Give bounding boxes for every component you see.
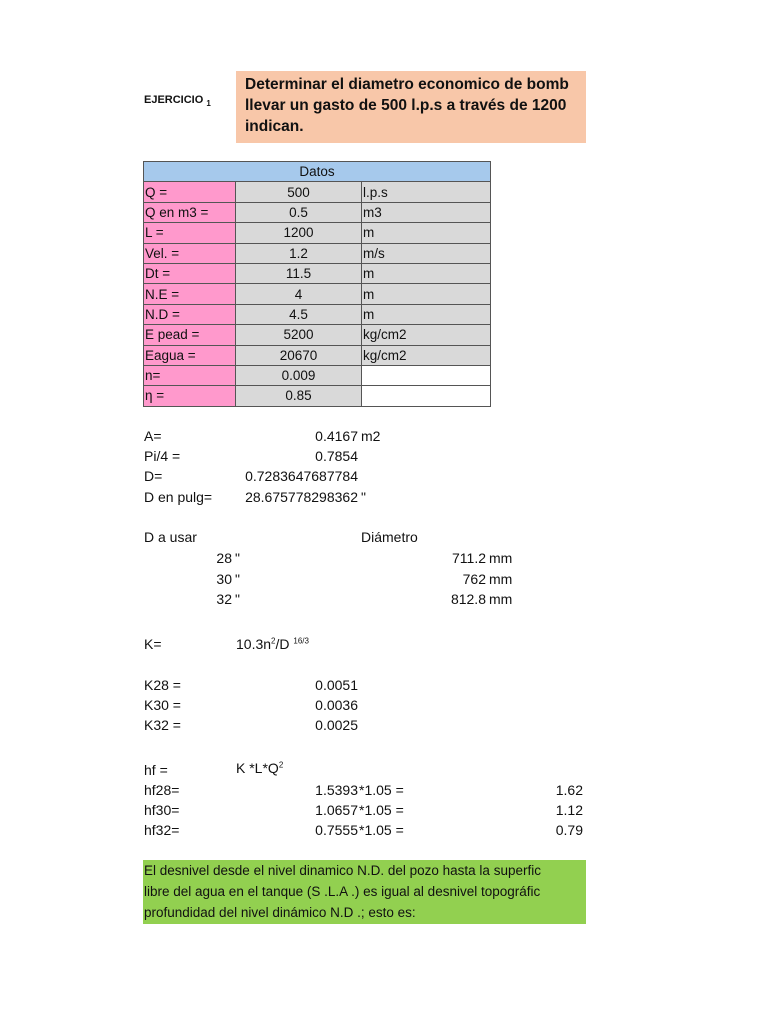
note-line-2: libre del agua en el tanque (S .L.A .) es igual al desnivel topográfic (144, 884, 541, 899)
k30-label: K30 = (144, 697, 181, 713)
k30-value: 0.0036 (315, 697, 358, 713)
hf28-label: hf28= (144, 782, 180, 798)
hf-formula-exp: 2 (278, 760, 284, 770)
datos-label: N.E = (144, 284, 236, 304)
k32-label: K32 = (144, 717, 181, 733)
datos-unit: m (362, 304, 491, 324)
datos-value: 0.85 (236, 386, 362, 406)
table-row (144, 365, 491, 385)
k-formula-mid: /D (275, 636, 294, 652)
datos-unit (362, 386, 491, 406)
datos-label: n= (144, 365, 236, 385)
hf28-value: 1.5393 (315, 782, 358, 798)
d-mm-unit: mm (489, 571, 513, 587)
d-mm-value: 812.8 (450, 591, 486, 607)
d-inch-value: 32 (216, 591, 232, 607)
k-label: K= (144, 636, 162, 652)
k32-value: 0.0025 (315, 717, 358, 733)
datos-label: N.D = (144, 304, 236, 324)
table-row (144, 182, 491, 202)
k28-value: 0.0051 (315, 677, 358, 693)
d-inch-unit: " (235, 571, 240, 587)
datos-value: 20670 (236, 345, 362, 365)
table-row (144, 263, 491, 283)
datos-label: η = (144, 386, 236, 406)
hf30-mult: *1.05 = (359, 802, 404, 818)
table-row (144, 284, 491, 304)
note-line-3: profundidad del nivel dinámico N.D .; esto es: (144, 905, 416, 920)
pi4-value: 0.7854 (315, 448, 358, 464)
k-formula-exp: 2 (271, 636, 276, 646)
k-formula-base: 10.3n (236, 636, 272, 652)
datos-header-row (144, 162, 491, 182)
exercise-number: 1 (206, 99, 211, 109)
diameter-value: 0.7283647687784 (245, 468, 358, 484)
hf32-value: 0.7555 (315, 822, 358, 838)
datos-value: 4.5 (236, 304, 362, 324)
table-row (144, 304, 491, 324)
d-usar-label: D a usar (144, 529, 197, 545)
datos-label: E pead = (144, 325, 236, 345)
diameter-inch-label: D en pulg= (144, 489, 213, 505)
area-unit: m2 (361, 428, 381, 444)
datos-value: 0.5 (236, 202, 362, 222)
hf32-result: 0.79 (555, 822, 583, 838)
note-box (143, 860, 586, 924)
hf28-mult: *1.05 = (359, 782, 404, 798)
problem-statement-line-2: llevar un gasto de 500 l.p.s a través de 1200 (245, 97, 567, 114)
datos-label: Vel. = (144, 243, 236, 263)
d-inch-value: 30 (216, 571, 232, 587)
k-formula (236, 636, 309, 652)
datos-value: 1.2 (236, 243, 362, 263)
datos-label: L = (144, 223, 236, 243)
d-mm-unit: mm (489, 550, 513, 566)
hf-formula (236, 760, 283, 776)
datos-value: 4 (236, 284, 362, 304)
area-label: A= (144, 428, 162, 444)
datos-unit (362, 365, 491, 385)
k28-label: K28 = (144, 677, 181, 693)
problem-statement-line-3: indican. (245, 118, 304, 135)
datos-value: 500 (236, 182, 362, 202)
table-row (144, 202, 491, 222)
datos-value: 11.5 (236, 263, 362, 283)
diameter-label: D= (144, 468, 163, 484)
exercise-label-text: EJERCICIO (144, 94, 204, 106)
datos-label: Dt = (144, 263, 236, 283)
hf32-mult: *1.05 = (359, 822, 404, 838)
datos-value: 5200 (236, 325, 362, 345)
hf30-value: 1.0657 (315, 802, 358, 818)
diametro-header: Diámetro (361, 529, 418, 545)
d-inch-unit: " (235, 591, 240, 607)
table-row (144, 345, 491, 365)
hf-label: hf = (144, 762, 168, 778)
hf30-result: 1.12 (555, 802, 583, 818)
table-row (144, 243, 491, 263)
hf32-label: hf32= (144, 822, 180, 838)
note-line-1: El desnivel desde el nivel dinamico N.D. del pozo hasta la superfic (144, 863, 541, 878)
d-inch-unit: " (235, 550, 240, 566)
diameter-inch-value: 28.675778298362 (245, 489, 358, 505)
datos-unit: m (362, 284, 491, 304)
problem-statement-box (236, 71, 586, 143)
datos-unit: kg/cm2 (362, 345, 491, 365)
hf-formula-base: K *L*Q (236, 760, 279, 776)
datos-unit: kg/cm2 (362, 325, 491, 345)
table-row (144, 386, 491, 406)
k-formula-exp2: 16/3 (293, 636, 309, 646)
d-mm-unit: mm (489, 591, 513, 607)
datos-unit: m (362, 263, 491, 283)
datos-table (143, 161, 491, 407)
hf30-label: hf30= (144, 802, 180, 818)
datos-unit: m/s (362, 243, 491, 263)
pi4-label: Pi/4 = (144, 448, 181, 464)
problem-statement-line-1: Determinar el diametro economico de bomb (245, 76, 569, 93)
exercise-label (144, 94, 211, 108)
d-mm-value: 711.2 (452, 550, 486, 566)
area-value: 0.4167 (315, 428, 358, 444)
datos-label: Eagua = (144, 345, 236, 365)
datos-header: Datos (144, 162, 491, 182)
table-row (144, 223, 491, 243)
datos-unit: m3 (362, 202, 491, 222)
datos-value: 1200 (236, 223, 362, 243)
datos-unit: m (362, 223, 491, 243)
datos-unit: l.p.s (362, 182, 491, 202)
diameter-inch-unit: " (361, 489, 366, 505)
datos-label: Q en m3 = (144, 202, 236, 222)
table-row (144, 325, 491, 345)
datos-label: Q = (144, 182, 236, 202)
d-mm-value: 762 (462, 571, 486, 587)
d-inch-value: 28 (216, 550, 232, 566)
hf28-result: 1.62 (555, 782, 583, 798)
datos-value: 0.009 (236, 365, 362, 385)
